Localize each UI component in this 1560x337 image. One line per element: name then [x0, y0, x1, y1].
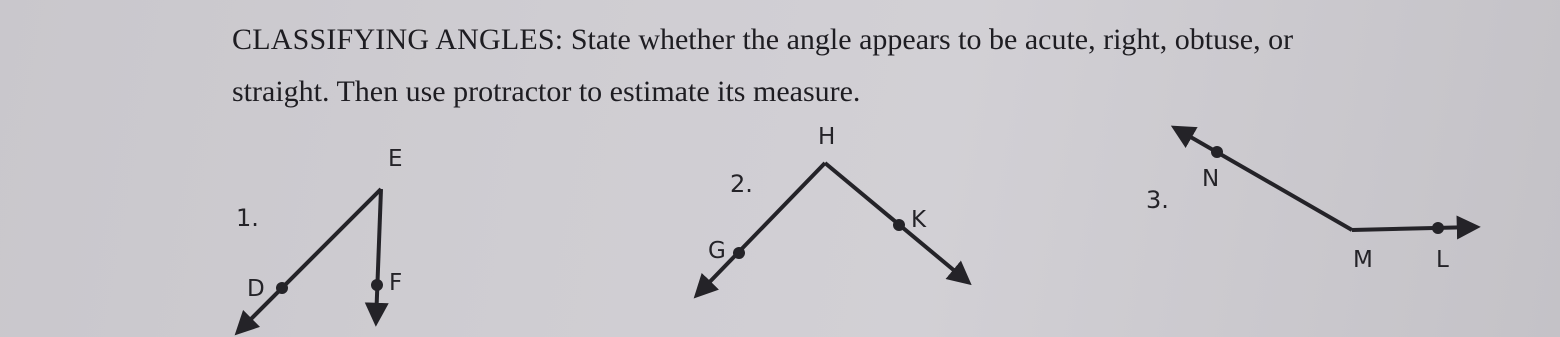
label-n: N — [1202, 166, 1220, 192]
problem-3-number: 3. — [1146, 186, 1169, 214]
angle-def — [238, 189, 383, 332]
point-d — [276, 282, 288, 294]
label-g: G — [708, 238, 726, 264]
label-k: K — [911, 207, 927, 233]
point-f — [371, 279, 383, 291]
label-m: M — [1353, 247, 1373, 273]
ray-ed — [238, 189, 381, 332]
instructions-line-2: straight. Then use protractor to estimate its measure. — [232, 75, 861, 108]
label-f: F — [389, 270, 403, 296]
label-e: E — [388, 146, 403, 172]
instructions-heading: CLASSIFYING ANGLES: — [232, 23, 564, 56]
problem-2-number: 2. — [730, 170, 753, 198]
ray-ef — [376, 189, 381, 322]
angle-nml — [1175, 128, 1476, 234]
ray-hg — [697, 163, 825, 295]
label-l: L — [1436, 247, 1449, 273]
point-n — [1211, 146, 1223, 158]
ray-ml — [1352, 227, 1476, 230]
point-g — [733, 247, 745, 259]
problem-1-number: 1. — [236, 204, 259, 232]
label-d: D — [247, 276, 265, 302]
point-k — [893, 219, 905, 231]
label-h: H — [818, 124, 836, 150]
point-l — [1432, 222, 1444, 234]
instructions-line-1: State whether the angle appears to be acute, right, obtuse, or — [563, 23, 1294, 56]
